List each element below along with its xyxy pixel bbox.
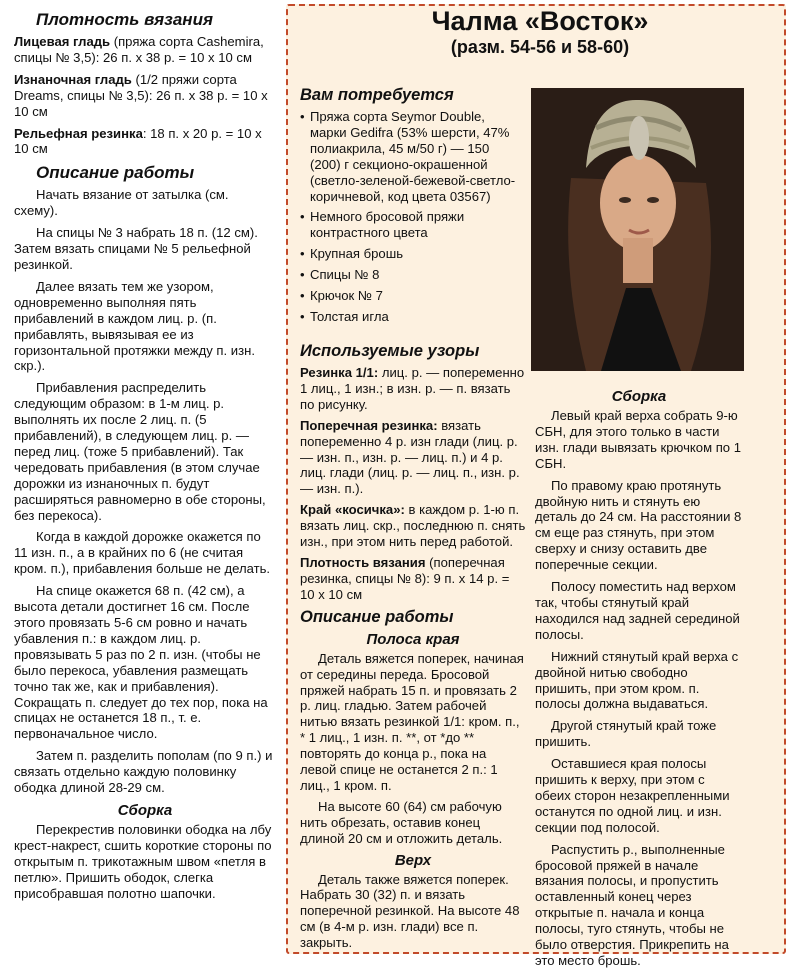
- density-label: Изнаночная гладь: [14, 71, 132, 87]
- work-paragraph: Далее вязать тем же узором, одновременно выполняя пять прибавлений в каждом лиц. р. (п. прибавлять, вывязывая ее из горизонтальной протяжки между п. изн. скр.).: [14, 278, 255, 374]
- size-subtitle: (разм. 54-56 и 58-60): [450, 37, 630, 57]
- list-item: • Пряжа сорта Seymor Double, марки Gedifra (53% шерсти, 47% полиакрила, 45 м/50 г) — 150 (200) г секционо-окрашенной (светло-зеленой-бежевой-светло-коричневой, код цвета 03567): [300, 109, 522, 204]
- work-paragraph: Деталь также вяжется поперек. Набрать 30 (32) п. и вязать поперечной резинкой. На высоте 48 см (в 4-м р. изн. глади) все п. закрыть.: [300, 871, 520, 951]
- list-item: • Крупная брошь: [300, 246, 522, 262]
- page-title: Чалма «Восток»: [431, 6, 649, 36]
- list-item: • Спицы № 8: [300, 267, 522, 283]
- assembly-paragraph: Левый край верха собрать 9-ю СБН, для этого только в части изн. глади вывязать крючком по 1 СБН.: [535, 408, 742, 471]
- work-paragraph: На спице окажется 68 п. (42 см), а высота детали достигнет 16 см. После этого провязать 5-6 см ровно и начать убавления п.: в каждом лиц. р. провязывать 5 раз по 2 п. изн. (чтобы не было перекоса, убавления размещать точно так же, как и прибавления). Сокращать п. следует до тех пор, пока на спицах не останется 18 п., т. е. первоначальное число.: [14, 583, 268, 742]
- pattern-label: Резинка 1/1:: [300, 365, 379, 380]
- materials-list: [300, 109, 522, 325]
- density-text: (пряжа сорта Cashemira, спицы № 3,5): 26 п. х 38 р. = 10 х 10 см: [14, 34, 264, 65]
- pattern-rib: [300, 365, 526, 413]
- assembly-heading: Сборка: [611, 388, 667, 405]
- pattern-label: Плотность вязания: [300, 554, 426, 570]
- band-subheading: Полоса края: [366, 630, 460, 648]
- assembly-paragraph: Распустить р., выполненные бросовой пряжей в начале вязания полосы, и пропустить оставленный конец через открытые п. начала и конца полосы, туго стянуть, чтобы не было отверстия. Прикрепить на это место брошь.: [535, 841, 729, 968]
- work-paragraph: На спицы № 3 набрать 18 п. (12 см). Затем вязать спицами № 5 рельефной резинкой.: [14, 225, 258, 272]
- turban-model-image: [531, 88, 744, 371]
- patterns-heading: Используемые узоры: [300, 342, 480, 360]
- work-paragraph: Прибавления распределить следующим образом: в 1-м лиц. р. выполнять их после 2 лиц. п. (5 прибавлений), в следующем лиц. р. — перед лиц. (тоже 5 прибавлений). Так чередовать прибавления (в этом случае дорожки из изнаночных п. будут расширяться равномерно в обе стороны, без перекоса).: [14, 380, 266, 523]
- work-paragraph: Затем п. разделить пополам (по 9 п.) и связать отдельно каждую половинку ободка длиной 28-29 см.: [14, 748, 273, 796]
- density-text: : 18 п. х 20 р. = 10 х 10 см: [14, 125, 262, 157]
- work-paragraph: На высоте 60 (64) см рабочую нить обрезать, оставив конец длиной 20 см и отложить деталь.: [300, 798, 503, 846]
- assembly-paragraph: Перекрестив половинки ободка на лбу крест-накрест, сшить короткие стороны по открытым п. трикотажным швом «петля в петлю». Пришить ободок, слегка присобравшая полотно шапочки.: [14, 821, 272, 901]
- density-heading: Плотность вязания: [36, 10, 213, 29]
- work-heading: Описание работы: [36, 163, 195, 183]
- density-reverse: [14, 72, 276, 120]
- pattern-label: Край «косичка»:: [300, 502, 405, 518]
- list-item: • Крючок № 7: [300, 288, 522, 304]
- top-subheading: Верх: [394, 851, 432, 869]
- pattern-text: в каждом р. 1-ю п. вязать лиц. скр., последнюю п. снять изн., при этом нить перед работой.: [300, 502, 526, 550]
- density-rib: [14, 126, 276, 158]
- list-item: • Толстая игла: [300, 309, 522, 325]
- assembly-paragraph: Другой стянутый край тоже пришить.: [535, 718, 717, 750]
- pattern-density: [300, 555, 526, 603]
- patterns-section: [300, 342, 526, 956]
- density-label: Рельефная резинка: [14, 125, 143, 141]
- work-paragraph: Начать вязание от затылка (см. схему).: [14, 187, 229, 219]
- work-heading: Описание работы: [300, 607, 454, 626]
- materials-section: [300, 86, 522, 330]
- work-paragraph: Когда в каждой дорожке окажется по 11 изн. п., а в крайних по 6 (не считая кром. п.), прибавления больше не делать.: [14, 529, 271, 577]
- assembly-section: [535, 388, 743, 975]
- density-label: Лицевая гладь: [14, 34, 111, 49]
- pattern-text: (поперечная резинка, спицы № 8): 9 п. х 14 р. = 10 х 10 см: [300, 554, 510, 602]
- left-column: [14, 6, 276, 908]
- assembly-heading: Сборка: [117, 801, 173, 819]
- assembly-paragraph: Полосу поместить над верхом так, чтобы стянутый край находился над задней серединой полосы.: [535, 579, 740, 642]
- work-paragraph: Деталь вяжется поперек, начиная от середины переда. Бросовой пряжей набрать 15 п. и провязать 2 р. лиц. гладью. Затем рабочей нитью вязать резинкой 1/1: кром. п., * 1 лиц., 1 изн. п. **, от *до ** повторять до конца р., пока на левой спице не останется 2 п.: 1 лиц., 1 кром. п.: [300, 650, 524, 793]
- pattern-label: Поперечная резинка:: [300, 417, 438, 433]
- density-stockinette: [14, 34, 276, 66]
- materials-heading: Вам потребуется: [300, 86, 454, 104]
- density-text: (1/2 пряжи сорта Dreams, спицы № 3,5): 26 п. х 38 р. = 10 х 10 см: [14, 71, 268, 119]
- model-photo: [531, 88, 744, 371]
- assembly-paragraph: По правому краю протянуть двойную нить и стянуть ею деталь до 24 см. На расстоянии 8 см еще раз стянуть, при этом сверху и снизу оставить две поперечные секции.: [535, 477, 742, 573]
- pattern-edge: [300, 502, 526, 550]
- assembly-paragraph: Оставшиеся края полосы пришить к верху, при этом с обеих сторон незакрепленными останутся по одной лиц. и изн. секции под полосой.: [535, 756, 730, 835]
- assembly-paragraph: Нижний стянутый край верха с двойной нитью свободно пришить, при этом кром. п. полосы должна выдаваться.: [535, 648, 739, 712]
- pattern-cross-rib: [300, 418, 526, 498]
- article-title: [300, 6, 780, 58]
- pattern-text: вязать попеременно 4 р. изн глади (лиц. р. — изн. п., изн. р. — лиц. п.) и 4 р. лиц. глади (лиц. р. — лиц. п., изн. р. — изн. п.).: [300, 417, 520, 497]
- list-item: • Немного бросовой пряжи контрастного цвета: [300, 209, 522, 241]
- pattern-text: лиц. р. — попеременно 1 лиц., 1 изн.; в изн. р. — п. вязать по рисунку.: [300, 365, 525, 412]
